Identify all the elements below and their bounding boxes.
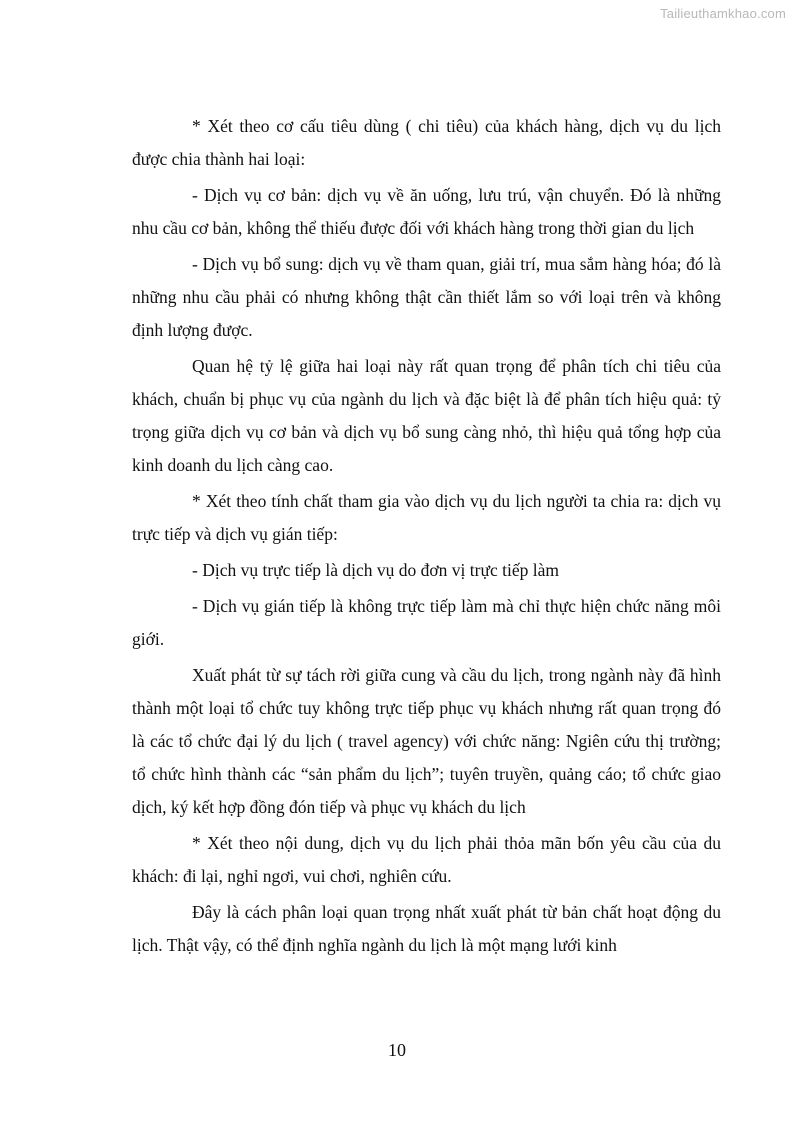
paragraph-7: - Dịch vụ gián tiếp là không trực tiếp làm mà chỉ thực hiện chức năng môi giới. (132, 596, 721, 649)
paragraph-6: - Dịch vụ trực tiếp là dịch vụ do đơn vị trực tiếp làm (192, 560, 559, 580)
document-body (132, 110, 721, 965)
watermark: Tailieuthamkhao.com (660, 6, 786, 21)
paragraph-9: * Xét theo nội dung, dịch vụ du lịch phải thỏa mãn bốn yêu cầu của du khách: đi lại, nghỉ ngơi, vui chơi, nghiên cứu. (132, 833, 721, 886)
paragraph-10: Đây là cách phân loại quan trọng nhất xuất phát từ bản chất hoạt động du lịch. Thật vậy, có thể định nghĩa ngành du lịch là một mạng lưới kinh (132, 902, 721, 955)
paragraph-3: - Dịch vụ bổ sung: dịch vụ về tham quan, giải trí, mua sắm hàng hóa; đó là những nhu cầu phải có nhưng không thật cần thiết lắm so với loại trên và không định lượng được. (132, 254, 721, 340)
paragraph-5: * Xét theo tính chất tham gia vào dịch vụ du lịch người ta chia ra: dịch vụ trực tiếp và dịch vụ gián tiếp: (132, 491, 721, 544)
paragraph-1: * Xét theo cơ cấu tiêu dùng ( chi tiêu) của khách hàng, dịch vụ du lịch được chia thành hai loại: (132, 116, 721, 169)
paragraph-8: Xuất phát từ sự tách rời giữa cung và cầu du lịch, trong ngành này đã hình thành một loại tổ chức tuy không trực tiếp phục vụ khách nhưng rất quan trọng đó là các tổ chức đại lý du lịch ( travel agency) với chức năng: Ngiên cứu thị trường; tổ chức hình thành các “sản phẩm du lịch”; tuyên truyền, quảng cáo; tổ chức giao dịch, ký kết hợp đồng đón tiếp và phục vụ khách du lịch (132, 665, 721, 817)
paragraph-4: Quan hệ tỷ lệ giữa hai loại này rất quan trọng để phân tích chi tiêu của khách, chuẩn bị phục vụ của ngành du lịch và đặc biệt là để phân tích hiệu quả: tỷ trọng giữa dịch vụ cơ bản và dịch vụ bổ sung càng nhỏ, thì hiệu quả tổng hợp của kinh doanh du lịch càng cao. (132, 356, 721, 475)
paragraph-2: - Dịch vụ cơ bản: dịch vụ về ăn uống, lưu trú, vận chuyển. Đó là những nhu cầu cơ bản, không thể thiếu được đối với khách hàng trong thời gian du lịch (132, 185, 721, 238)
page-number: 10 (388, 1040, 406, 1060)
